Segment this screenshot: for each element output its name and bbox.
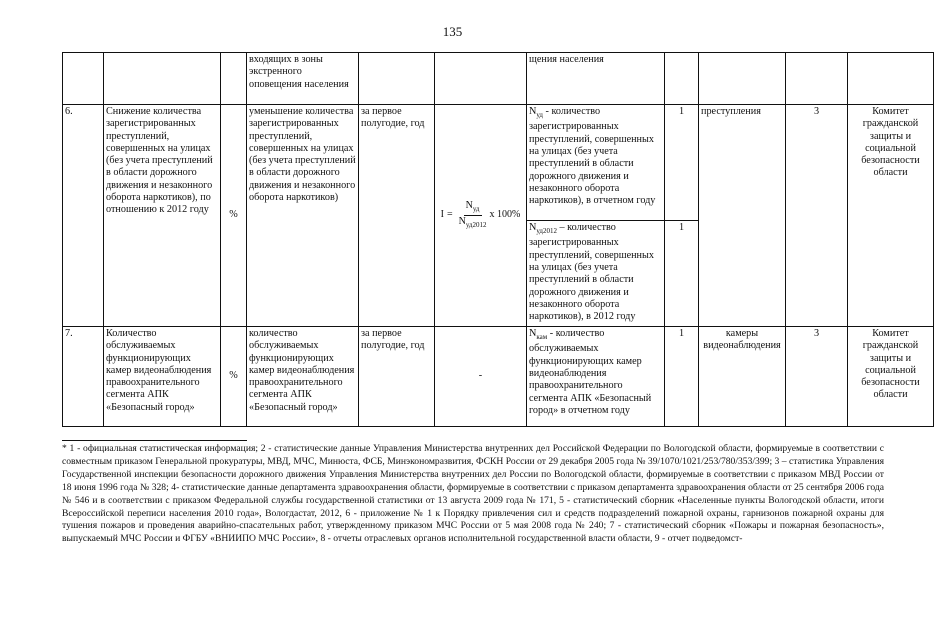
formula-fraction xyxy=(459,200,487,232)
var-sub: уд2012 xyxy=(536,227,557,236)
observation-object: преступления xyxy=(699,105,786,327)
row-number: 6. xyxy=(63,105,104,327)
indicator-name: Снижение количества зарегистрированных преступлений, совершенных на улицах (без учета преступлений в области дорожного движения и незаконного оборота наркотиков), по отношению к 2012 году xyxy=(104,105,221,327)
indicators-table xyxy=(62,52,934,427)
variable-1 xyxy=(527,105,665,221)
cell-empty xyxy=(359,53,435,105)
collection-method: 3 xyxy=(786,327,848,427)
formula: - xyxy=(435,327,527,427)
responsible: Комитет гражданской защиты и социальной безопасности области xyxy=(848,105,934,327)
collection-method: 3 xyxy=(786,105,848,327)
cell-empty xyxy=(221,53,247,105)
table-row-7 xyxy=(63,327,934,427)
unit: % xyxy=(221,327,247,427)
observation-object: камеры видеонаблюдения xyxy=(699,327,786,427)
data-source: 1 xyxy=(665,105,699,221)
reporting-period: за первое полугодие, год xyxy=(359,105,435,327)
cell-empty xyxy=(699,53,786,105)
cell-empty xyxy=(435,53,527,105)
var-sub: кам xyxy=(536,333,548,342)
table-row-continued xyxy=(63,53,934,105)
indicator-definition: количество обслуживаемых функционирующих камер видеонаблюдения правоохранительного сегмента АПК «Безопасный город» xyxy=(247,327,359,427)
formula-tail: х 100% xyxy=(489,209,521,221)
variable xyxy=(527,327,665,427)
cell-variable-continued: щения населения xyxy=(527,53,665,105)
table-row-6 xyxy=(63,105,934,221)
cell-empty xyxy=(786,53,848,105)
unit: % xyxy=(221,105,247,327)
footnote-divider xyxy=(62,440,247,441)
data-source: 1 xyxy=(665,221,699,327)
formula-lhs: I xyxy=(440,209,444,221)
cell-empty xyxy=(848,53,934,105)
var-text: - количество зарегистрированных преступлений, совершенных на улицах (без учета преступлений в области дорожного движения и незаконного оборота наркотиков), в отчетном году xyxy=(529,106,656,207)
formula-num-sub: уд xyxy=(472,204,480,213)
row-number: 7. xyxy=(63,327,104,427)
var-sub: уд xyxy=(536,111,543,120)
variable-2 xyxy=(527,221,665,327)
cell-definition-continued: входящих в зоны экстренного оповещения населения xyxy=(247,53,359,105)
formula-den-sub: уд2012 xyxy=(465,221,487,229)
var-symbol: N xyxy=(529,222,537,233)
cell-empty xyxy=(665,53,699,105)
var-symbol: N xyxy=(529,106,537,117)
indicator-name: Количество обслуживаемых функционирующих камер видеонаблюдения правоохранительного сегмента АПК «Безопасный город» xyxy=(104,327,221,427)
reporting-period: за первое полугодие, год xyxy=(359,327,435,427)
responsible: Комитет гражданской защиты и социальной безопасности области xyxy=(848,327,934,427)
formula-den: N xyxy=(458,216,466,227)
formula: I = $\frac{N_{уд}}{N_{уд2012}}$ х 100% xyxy=(435,105,527,327)
cell-empty xyxy=(104,53,221,105)
formula-num: N xyxy=(465,199,473,211)
cell-empty xyxy=(63,53,104,105)
var-symbol: N xyxy=(529,328,537,339)
var-text: – количество зарегистрированных преступлений, совершенных на улицах (без учета преступлений в области дорожного движения и незаконного оборота наркотиков), в 2012 году xyxy=(529,222,654,323)
data-source: 1 xyxy=(665,327,699,427)
var-text: - количество обслуживаемых функционирующих камер видеонаблюдения правоохранительного сегмента АПК «Безопасный город» в отчетном году xyxy=(529,328,652,416)
page-number: 135 xyxy=(442,24,463,39)
indicator-definition: уменьшение количества зарегистрированных преступлений, совершенных на улицах (без учета преступлений в области дорожного движения и незаконного оборота наркотиков) xyxy=(247,105,359,327)
footnote: * 1 - официальная статистическая информация; 2 - статистические данные Управления Министерства внутренних дел Российской Федерации по Вологодской области, формируемые в соответствии с совместным приказом Генеральной прокуратуры, МВД, МЧС, Минюста, ФСБ, Минэкономразвития, ФСКН России от 29 декабря 2005 года № 39/1070/1021/253/780/353/399; 3 – статистика Управления Государственной инспекции безопасности дорожного движения Управления Министерства внутренних дел России по Вологодской области, формируемые в соответствии с приказом МВД России от 18 июня 1996 года № 328; 4- статистические данные департамента здравоохранения области, формируемые в соответствии с приказом департамента здравоохранения области от 25 сентября 2006 года № 546 и в соответствии с приказом Федеральной службы государственной статистики от 13 августа 2009 года № 171, 5 - статистический сборник «Населенные пункты Вологодской области, итоги Всероссийской переписи населения 2010 года», Вологдастат, 2012, 6 - приложение № 1 к Порядку привлечения сил и средств подразделений пожарной охраны, гарнизонов пожарной охраны для тушения пожаров и проведения аварийно-спасательных работ, утвержденному приказом МЧС России от 5 мая 2008 года № 240; 7 - статистический сборник «Пожары и пожарная безопасность», выпускаемый МЧС России и ФГБУ «ВНИИПО МЧС России», 8 - отчеты отраслевых органов исполнительной государственной власти области, 9 - отчет подведомст- xyxy=(62,443,884,545)
